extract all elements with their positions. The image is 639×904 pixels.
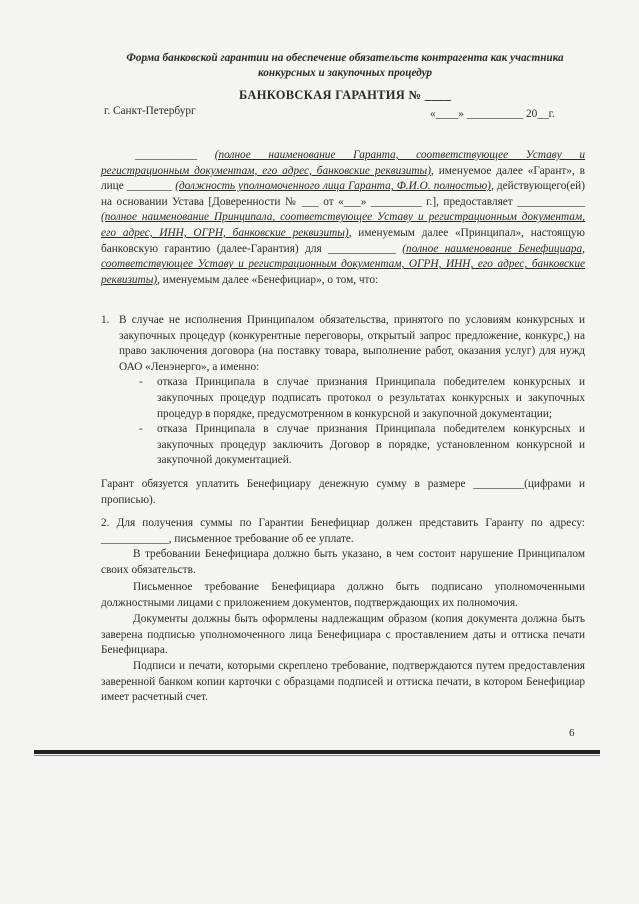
guarantor-obligation: Гарант обязуется уплатить Бенефициару денежную сумму в размере _________(цифрами и прописью). [101, 478, 585, 506]
guarantor-name-note: (полное наименование Гаранта, соответствующее Уставу и регистрационным документам, его адрес, банковские реквизиты) [101, 149, 585, 177]
signed-paragraph: Письменное требование Бенефициара должно быть подписано уполномоченными должностными лицами с приложением документов, подтверждающих их полномочия. [101, 581, 585, 609]
list-item-text: отказа Принципала в случае признания Принципала победителем конкурсных и закупочных процедур подписать протокол о результатах конкурсных и закупочных процедур в порядке, предусмотренном в конкурсной и закупочной документации; [157, 376, 585, 420]
blank: ___________ [135, 149, 215, 161]
preamble-text: , именуемое далее «Гарант», в лице ________ [101, 164, 586, 193]
seals-paragraph: Подписи и печати, которыми скреплено требование, подтверждаются путем предоставления заверенной банком копии карточки с образцами подписей и оттиска печати, в котором Бенефициар имеет расчетный счет. [101, 660, 585, 704]
title-line-1: Форма банковской гарантии на обеспечение обязательств контрагента как участника [126, 52, 564, 64]
preamble-text: , именуемым далее «Бенефициар», о том, что: [157, 273, 379, 286]
preamble-text: , именуемым далее «Принципал», настоящую банковскую гарантию (далее-Гарантия) для ____________ [101, 226, 585, 255]
item-1-text: В случае не исполнения Принципалом обязательства, принятого по условиям конкурсных и закупочных процедур (конкурентные переговоры, открытый запрос предложение, конкурс,) на право заключения договора (на поставку товара, выполнение работ, оказания услуг) для нужд ОАО «Ленэнерго», а именно: [119, 314, 585, 373]
representative-note: (должность уполномоченного лица Гаранта, Ф.И.О. полностью) [175, 180, 491, 193]
city: г. Санкт-Петербург [104, 105, 196, 117]
page-bottom-rule [34, 750, 600, 754]
item-number: 1. [101, 314, 110, 326]
preamble [101, 148, 585, 288]
date-field: «____» __________ 20__г. [430, 108, 555, 120]
dash-bullet: - [139, 423, 143, 436]
list-item-text: отказа Принципала в случае признания Принципала победителем конкурсных и закупочных процедур заключить Договор в порядке, установленном конкурсной и закупочной документацией. [157, 423, 585, 467]
list-item [119, 375, 585, 422]
document-title [100, 51, 590, 81]
item-1 [101, 313, 585, 469]
item-1-list [119, 375, 585, 469]
beneficiary-name-note: (полное наименование Бенефициара, соответствующее Уставу и регистрационным документам, ОГРН, ИНН, его адрес, банковские реквизиты) [101, 242, 585, 286]
list-item [119, 422, 585, 469]
documents-paragraph: Документы должны быть оформлены надлежащим образом (копия документа должна быть заверена подписью уполномоченного лица Бенефициара с проставлением даты и оттиска печати Бенефициара. [101, 613, 585, 657]
preamble-text: , действующего(ей) на основании Устава [Доверенности № ___ от «___» _________ г.], предоставляет ____________ [101, 180, 585, 208]
guarantee-heading: БАНКОВСКАЯ ГАРАНТИЯ № ____ [238, 88, 452, 102]
page-bottom-rule-thin [34, 755, 600, 756]
item-2: 2. Для получения суммы по Гарантии Бенефициар должен представить Гаранту по адресу: ____________, письменное требование об ее уплате. [101, 517, 585, 545]
requirement-paragraph: В требовании Бенефициара должно быть указано, в чем состоит нарушение Принципалом своих обязательств. [101, 548, 585, 576]
dash-bullet: - [139, 376, 143, 389]
principal-name-note: (полное наименование Принципала, соответствующее Уставу и регистрационным документам, его адрес, ИНН, ОГРН, банковские реквизиты) [101, 211, 585, 239]
title-line-2: конкурсных и закупочных процедур [258, 67, 432, 79]
page-number: 6 [569, 727, 575, 739]
